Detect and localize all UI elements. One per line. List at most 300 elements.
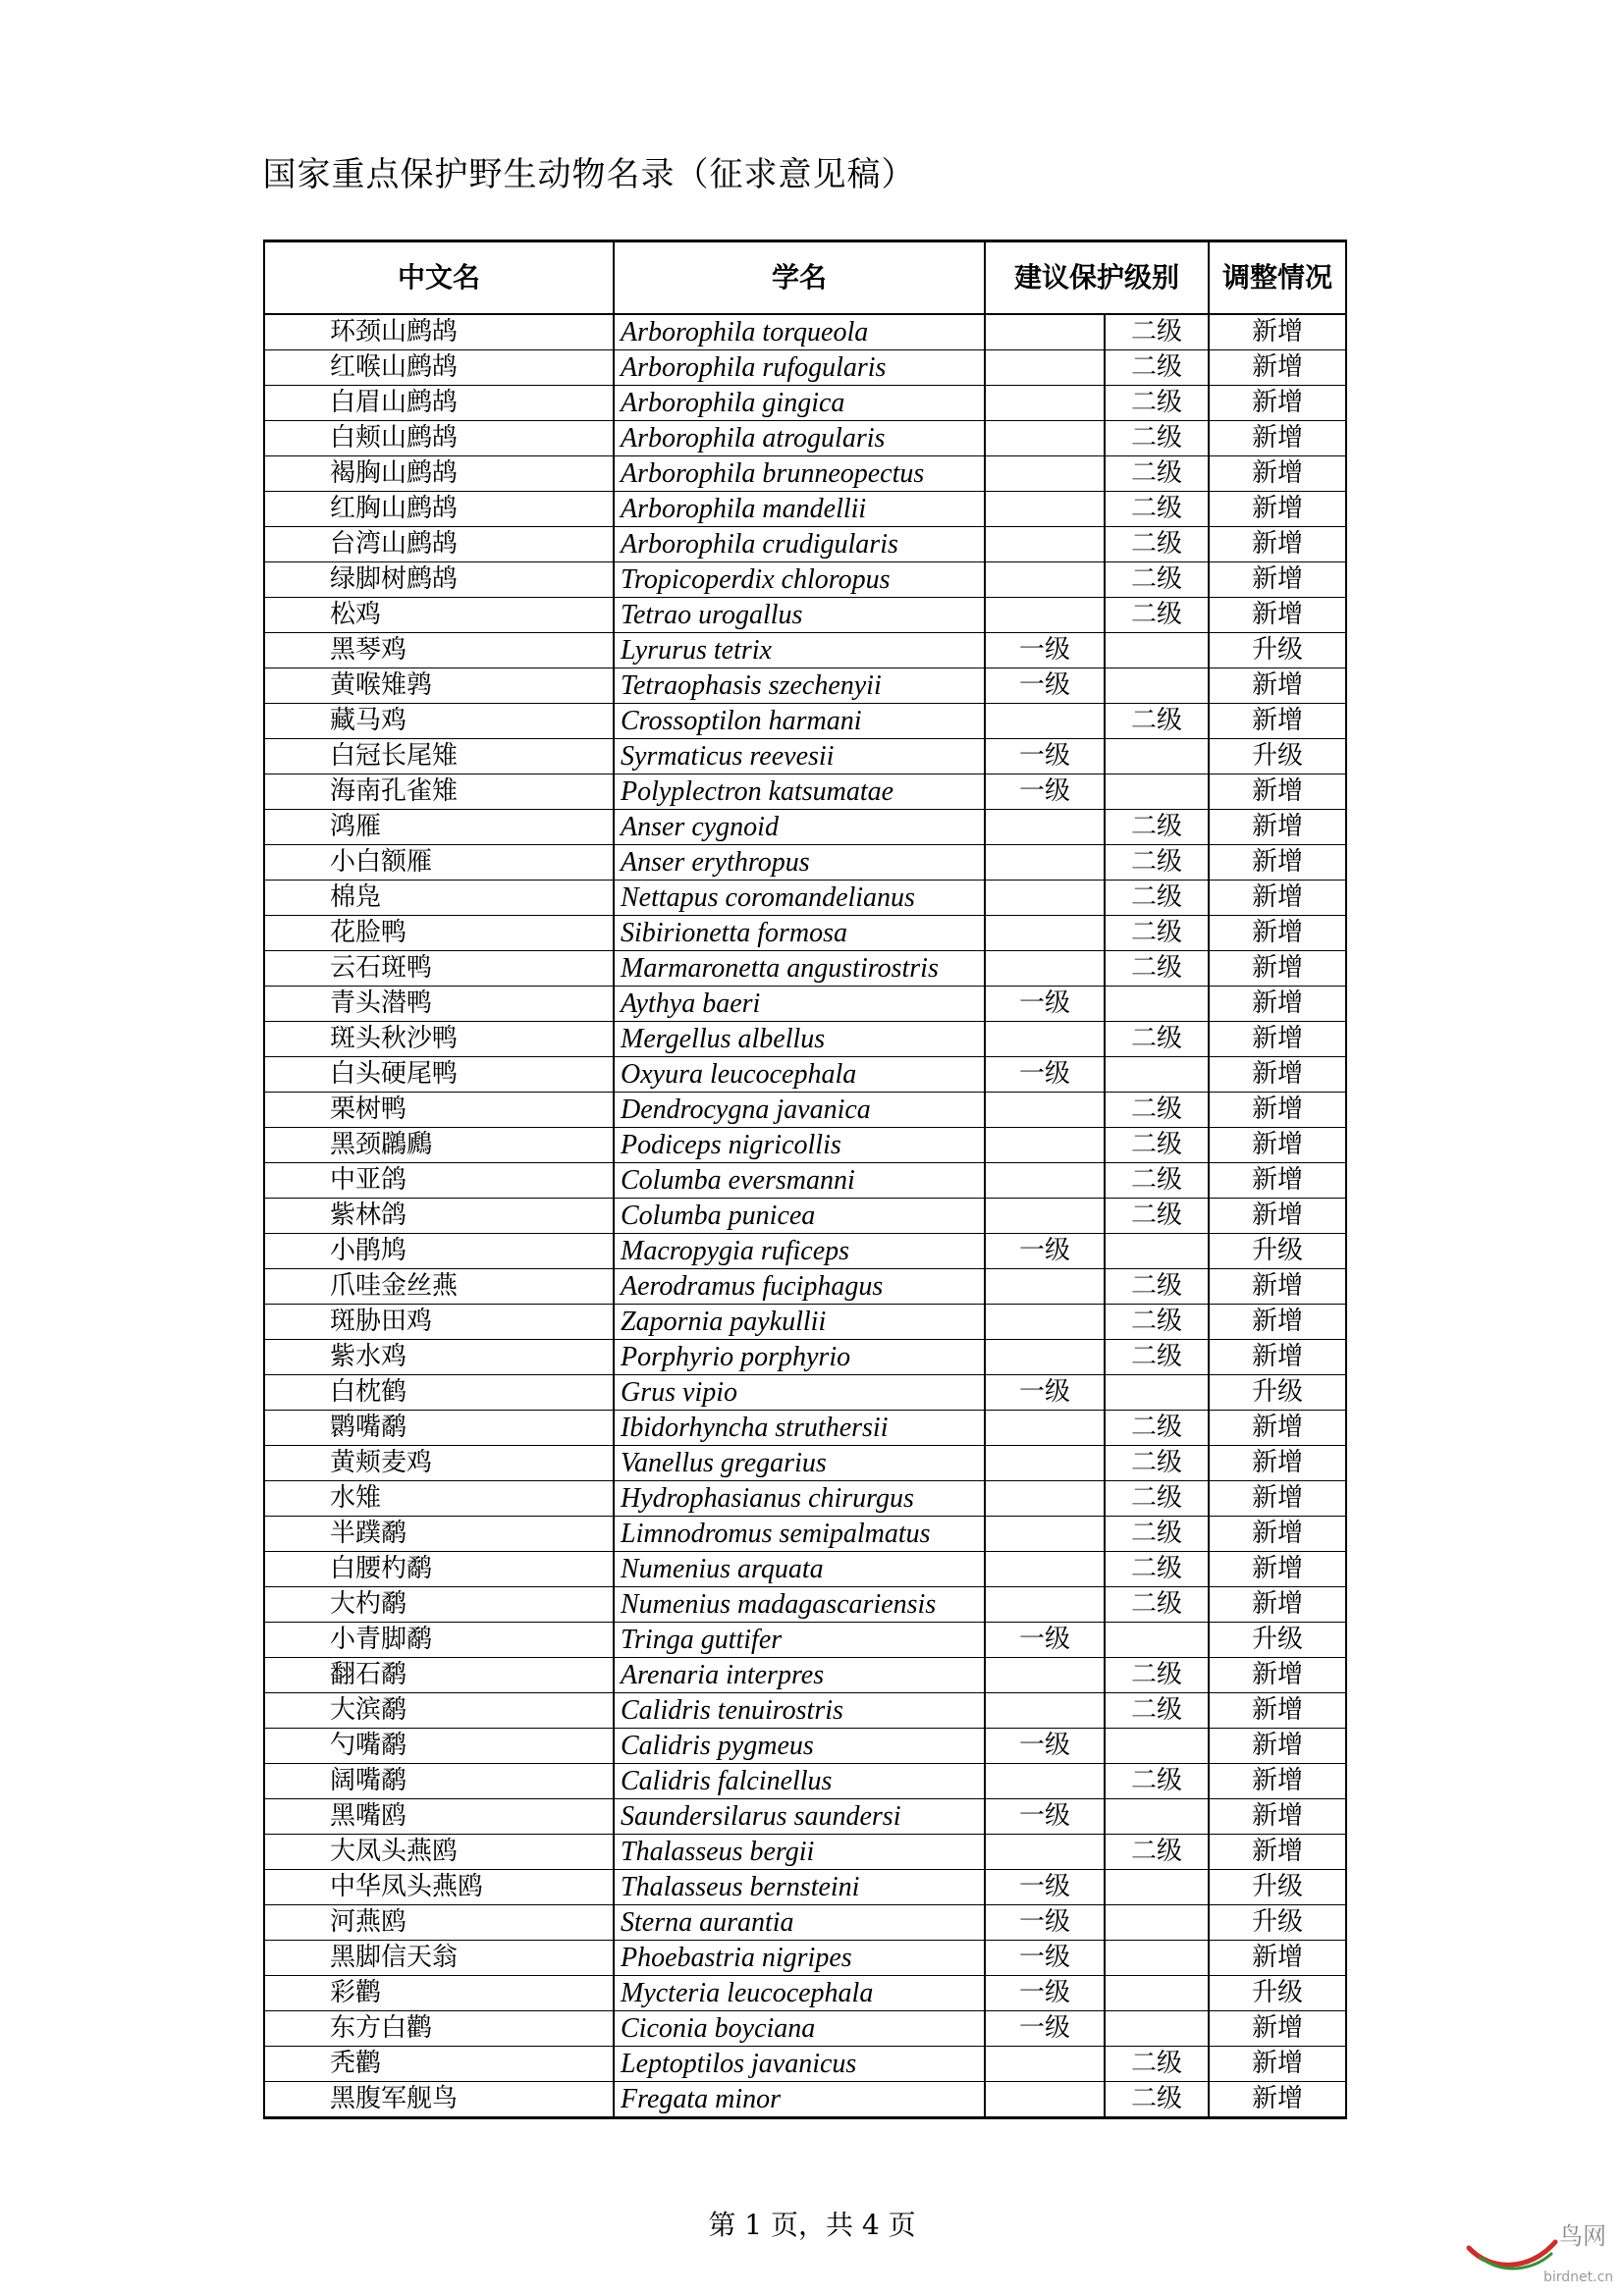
table-row [264, 1411, 1346, 1446]
cell-level-2: 二级 [1105, 1199, 1209, 1234]
cell-cn-name: 黑腹军舰鸟 [264, 2082, 614, 2118]
cell-sci-name: Aerodramus fuciphagus [614, 1269, 985, 1305]
cell-cn-name: 勺嘴鹬 [264, 1729, 614, 1764]
table-row [264, 350, 1346, 386]
cell-sci-name: Numenius arquata [614, 1552, 985, 1587]
species-table [263, 240, 1347, 2119]
cell-adjust: 新增 [1209, 492, 1346, 527]
cell-level-2 [1105, 987, 1209, 1022]
cell-sci-name: Arenaria interpres [614, 1658, 985, 1693]
table-row [264, 1941, 1346, 1976]
cell-level-1 [985, 562, 1105, 598]
cell-adjust: 新增 [1209, 314, 1346, 350]
cell-level-1 [985, 916, 1105, 951]
cell-adjust: 新增 [1209, 1764, 1346, 1799]
cell-adjust: 新增 [1209, 1340, 1346, 1375]
cell-cn-name: 鸿雁 [264, 810, 614, 845]
cell-cn-name: 红喉山鹧鸪 [264, 350, 614, 386]
cell-cn-name: 红胸山鹧鸪 [264, 492, 614, 527]
cell-cn-name: 黄喉雉鹑 [264, 668, 614, 704]
cell-adjust: 新增 [1209, 881, 1346, 916]
table-row [264, 1446, 1346, 1481]
cell-level-2 [1105, 1941, 1209, 1976]
cell-level-1 [985, 1658, 1105, 1693]
cell-cn-name: 水雉 [264, 1481, 614, 1517]
cell-sci-name: Polyplectron katsumatae [614, 774, 985, 810]
cell-sci-name: Calidris pygmeus [614, 1729, 985, 1764]
cell-level-1 [985, 1835, 1105, 1870]
cell-level-1 [985, 421, 1105, 456]
cell-sci-name: Thalasseus bernsteini [614, 1870, 985, 1905]
cell-cn-name: 东方白鹳 [264, 2011, 614, 2047]
cell-level-2: 二级 [1105, 1411, 1209, 1446]
cell-cn-name: 海南孔雀雉 [264, 774, 614, 810]
cell-cn-name: 黑琴鸡 [264, 633, 614, 668]
birdnet-watermark [1461, 2215, 1618, 2293]
cell-cn-name: 白眉山鹧鸪 [264, 386, 614, 421]
table-row [264, 633, 1346, 668]
cell-level-2: 二级 [1105, 916, 1209, 951]
cell-level-2: 二级 [1105, 456, 1209, 492]
cell-level-2: 二级 [1105, 1163, 1209, 1199]
cell-level-2: 二级 [1105, 881, 1209, 916]
cell-level-1 [985, 314, 1105, 350]
header-cn-name: 中文名 [264, 241, 614, 315]
cell-adjust: 新增 [1209, 774, 1346, 810]
cell-adjust: 新增 [1209, 1835, 1346, 1870]
cell-sci-name: Tetrao urogallus [614, 598, 985, 633]
cell-level-2: 二级 [1105, 1481, 1209, 1517]
cell-level-1 [985, 492, 1105, 527]
cell-level-2 [1105, 1234, 1209, 1269]
cell-level-2: 二级 [1105, 1587, 1209, 1623]
cell-adjust: 新增 [1209, 421, 1346, 456]
table-row [264, 1976, 1346, 2011]
cell-sci-name: Tringa guttifer [614, 1623, 985, 1658]
cell-level-1 [985, 1446, 1105, 1481]
cell-level-2: 二级 [1105, 1340, 1209, 1375]
table-row [264, 314, 1346, 350]
cell-adjust: 新增 [1209, 1163, 1346, 1199]
table-row [264, 668, 1346, 704]
cell-level-2: 二级 [1105, 845, 1209, 881]
cell-sci-name: Leptoptilos javanicus [614, 2047, 985, 2082]
cell-adjust: 新增 [1209, 1693, 1346, 1729]
cell-cn-name: 河燕鸥 [264, 1905, 614, 1941]
cell-level-1 [985, 881, 1105, 916]
cell-adjust: 新增 [1209, 845, 1346, 881]
cell-adjust: 新增 [1209, 562, 1346, 598]
cell-level-1 [985, 951, 1105, 987]
cell-adjust: 新增 [1209, 1552, 1346, 1587]
cell-adjust: 升级 [1209, 1976, 1346, 2011]
cell-level-1: 一级 [985, 1799, 1105, 1835]
cell-level-2: 二级 [1105, 1446, 1209, 1481]
cell-adjust: 新增 [1209, 1658, 1346, 1693]
cell-cn-name: 松鸡 [264, 598, 614, 633]
cell-sci-name: Arborophila mandellii [614, 492, 985, 527]
cell-level-1 [985, 1481, 1105, 1517]
table-row [264, 1093, 1346, 1128]
cell-cn-name: 白颊山鹧鸪 [264, 421, 614, 456]
cell-level-2 [1105, 1799, 1209, 1835]
cell-level-2: 二级 [1105, 1764, 1209, 1799]
cell-adjust: 新增 [1209, 1057, 1346, 1093]
table-row [264, 704, 1346, 739]
cell-cn-name: 小白额雁 [264, 845, 614, 881]
cell-sci-name: Calidris tenuirostris [614, 1693, 985, 1729]
cell-sci-name: Ciconia boyciana [614, 2011, 985, 2047]
cell-sci-name: Porphyrio porphyrio [614, 1340, 985, 1375]
cell-sci-name: Crossoptilon harmani [614, 704, 985, 739]
cell-level-2: 二级 [1105, 386, 1209, 421]
cell-level-1 [985, 350, 1105, 386]
cell-adjust: 新增 [1209, 810, 1346, 845]
cell-adjust: 新增 [1209, 1199, 1346, 1234]
cell-cn-name: 小青脚鹬 [264, 1623, 614, 1658]
cell-level-1 [985, 386, 1105, 421]
cell-adjust: 升级 [1209, 1234, 1346, 1269]
cell-adjust: 新增 [1209, 951, 1346, 987]
table-row [264, 527, 1346, 562]
header-sci-name: 学名 [614, 241, 985, 315]
cell-adjust: 新增 [1209, 1799, 1346, 1835]
cell-level-2: 二级 [1105, 492, 1209, 527]
cell-level-1 [985, 1022, 1105, 1057]
cell-cn-name: 大杓鹬 [264, 1587, 614, 1623]
cell-sci-name: Zapornia paykullii [614, 1305, 985, 1340]
table-row [264, 1587, 1346, 1623]
table-row [264, 1835, 1346, 1870]
cell-level-2 [1105, 633, 1209, 668]
cell-sci-name: Arborophila brunneopectus [614, 456, 985, 492]
cell-level-2: 二级 [1105, 704, 1209, 739]
table-row [264, 1552, 1346, 1587]
table-row [264, 1057, 1346, 1093]
cell-sci-name: Columba eversmanni [614, 1163, 985, 1199]
cell-level-1 [985, 1163, 1105, 1199]
cell-cn-name: 紫水鸡 [264, 1340, 614, 1375]
table-row [264, 2011, 1346, 2047]
cell-level-1: 一级 [985, 668, 1105, 704]
table-row [264, 1163, 1346, 1199]
table-row [264, 1199, 1346, 1234]
cell-cn-name: 中华凤头燕鸥 [264, 1870, 614, 1905]
table-row [264, 1799, 1346, 1835]
cell-adjust: 新增 [1209, 668, 1346, 704]
cell-level-2: 二级 [1105, 350, 1209, 386]
cell-sci-name: Saundersilarus saundersi [614, 1799, 985, 1835]
cell-cn-name: 翻石鹬 [264, 1658, 614, 1693]
cell-cn-name: 黑颈鸊鷉 [264, 1128, 614, 1163]
cell-adjust: 新增 [1209, 350, 1346, 386]
cell-cn-name: 黑脚信天翁 [264, 1941, 614, 1976]
cell-adjust: 升级 [1209, 1375, 1346, 1411]
cell-level-1 [985, 2047, 1105, 2082]
header-adjust: 调整情况 [1209, 241, 1346, 315]
cell-level-1: 一级 [985, 1976, 1105, 2011]
cell-level-1 [985, 1128, 1105, 1163]
cell-cn-name: 环颈山鹧鸪 [264, 314, 614, 350]
cell-sci-name: Tetraophasis szechenyii [614, 668, 985, 704]
cell-sci-name: Oxyura leucocephala [614, 1057, 985, 1093]
cell-level-2: 二级 [1105, 314, 1209, 350]
table-row [264, 1517, 1346, 1552]
cell-adjust: 新增 [1209, 1446, 1346, 1481]
watermark-url: birdnet.cn [1543, 2269, 1614, 2285]
cell-level-1: 一级 [985, 739, 1105, 774]
cell-level-1: 一级 [985, 2011, 1105, 2047]
cell-sci-name: Mycteria leucocephala [614, 1976, 985, 2011]
cell-level-2 [1105, 1729, 1209, 1764]
table-row [264, 456, 1346, 492]
document-title: 国家重点保护野生动物名录（征求意见稿） [262, 155, 916, 194]
cell-level-2: 二级 [1105, 1517, 1209, 1552]
cell-cn-name: 白枕鹤 [264, 1375, 614, 1411]
table-row [264, 1764, 1346, 1799]
table-row [264, 1269, 1346, 1305]
cell-sci-name: Vanellus gregarius [614, 1446, 985, 1481]
cell-cn-name: 斑头秋沙鸭 [264, 1022, 614, 1057]
cell-level-2: 二级 [1105, 2082, 1209, 2118]
cell-sci-name: Arborophila torqueola [614, 314, 985, 350]
table-header-row [264, 241, 1346, 315]
table-row [264, 1022, 1346, 1057]
cell-adjust: 新增 [1209, 1269, 1346, 1305]
cell-cn-name: 紫林鸽 [264, 1199, 614, 1234]
cell-level-1 [985, 1340, 1105, 1375]
table-row [264, 1481, 1346, 1517]
cell-sci-name: Numenius madagascariensis [614, 1587, 985, 1623]
cell-adjust: 新增 [1209, 1517, 1346, 1552]
cell-sci-name: Sibirionetta formosa [614, 916, 985, 951]
cell-level-2: 二级 [1105, 562, 1209, 598]
cell-sci-name: Podiceps nigricollis [614, 1128, 985, 1163]
cell-cn-name: 爪哇金丝燕 [264, 1269, 614, 1305]
cell-level-1: 一级 [985, 1905, 1105, 1941]
cell-adjust: 新增 [1209, 1022, 1346, 1057]
cell-level-2: 二级 [1105, 1658, 1209, 1693]
cell-level-1 [985, 1764, 1105, 1799]
cell-cn-name: 青头潜鸭 [264, 987, 614, 1022]
cell-adjust: 新增 [1209, 598, 1346, 633]
cell-level-1 [985, 1305, 1105, 1340]
cell-adjust: 升级 [1209, 1905, 1346, 1941]
cell-adjust: 新增 [1209, 1411, 1346, 1446]
cell-level-2: 二级 [1105, 421, 1209, 456]
cell-level-1: 一级 [985, 633, 1105, 668]
cell-sci-name: Phoebastria nigripes [614, 1941, 985, 1976]
table-row [264, 845, 1346, 881]
cell-sci-name: Tropicoperdix chloropus [614, 562, 985, 598]
cell-adjust: 新增 [1209, 2082, 1346, 2118]
table-row [264, 739, 1346, 774]
cell-level-2 [1105, 739, 1209, 774]
cell-cn-name: 中亚鸽 [264, 1163, 614, 1199]
header-level: 建议保护级别 [985, 241, 1209, 315]
cell-sci-name: Arborophila rufogularis [614, 350, 985, 386]
cell-cn-name: 白冠长尾雉 [264, 739, 614, 774]
cell-adjust: 新增 [1209, 386, 1346, 421]
cell-sci-name: Hydrophasianus chirurgus [614, 1481, 985, 1517]
cell-level-2: 二级 [1105, 1128, 1209, 1163]
cell-level-1 [985, 1552, 1105, 1587]
cell-cn-name: 彩鹳 [264, 1976, 614, 2011]
table-row [264, 1905, 1346, 1941]
cell-level-2: 二级 [1105, 598, 1209, 633]
cell-level-2 [1105, 774, 1209, 810]
table-row [264, 1340, 1346, 1375]
table-row [264, 492, 1346, 527]
cell-cn-name: 白腰杓鹬 [264, 1552, 614, 1587]
table-row [264, 1870, 1346, 1905]
cell-sci-name: Thalasseus bergii [614, 1835, 985, 1870]
cell-cn-name: 褐胸山鹧鸪 [264, 456, 614, 492]
cell-level-1: 一级 [985, 1234, 1105, 1269]
cell-cn-name: 黄颊麦鸡 [264, 1446, 614, 1481]
cell-sci-name: Syrmaticus reevesii [614, 739, 985, 774]
table-row [264, 987, 1346, 1022]
cell-adjust: 新增 [1209, 1305, 1346, 1340]
cell-level-2 [1105, 2011, 1209, 2047]
cell-sci-name: Anser cygnoid [614, 810, 985, 845]
table-row [264, 881, 1346, 916]
cell-level-2: 二级 [1105, 527, 1209, 562]
cell-level-2: 二级 [1105, 1093, 1209, 1128]
cell-adjust: 新增 [1209, 1481, 1346, 1517]
table-row [264, 1305, 1346, 1340]
cell-adjust: 新增 [1209, 1729, 1346, 1764]
cell-level-1 [985, 1199, 1105, 1234]
cell-cn-name: 棉凫 [264, 881, 614, 916]
cell-sci-name: Arborophila atrogularis [614, 421, 985, 456]
cell-level-1 [985, 845, 1105, 881]
cell-level-1 [985, 456, 1105, 492]
cell-sci-name: Columba punicea [614, 1199, 985, 1234]
table-row [264, 1375, 1346, 1411]
cell-cn-name: 秃鹳 [264, 2047, 614, 2082]
page-footer: 第 1 页，共 4 页 [708, 2209, 916, 2241]
table-row [264, 386, 1346, 421]
cell-sci-name: Fregata minor [614, 2082, 985, 2118]
cell-level-2 [1105, 1375, 1209, 1411]
cell-level-2: 二级 [1105, 1305, 1209, 1340]
table-body [264, 314, 1346, 2118]
cell-sci-name: Nettapus coromandelianus [614, 881, 985, 916]
cell-cn-name: 台湾山鹧鸪 [264, 527, 614, 562]
cell-cn-name: 绿脚树鹧鸪 [264, 562, 614, 598]
species-table-container [263, 240, 1347, 2119]
cell-sci-name: Marmaronetta angustirostris [614, 951, 985, 987]
cell-level-2 [1105, 1623, 1209, 1658]
cell-level-1 [985, 1693, 1105, 1729]
cell-cn-name: 大凤头燕鸥 [264, 1835, 614, 1870]
cell-level-2: 二级 [1105, 1835, 1209, 1870]
table-row [264, 810, 1346, 845]
cell-level-1 [985, 1269, 1105, 1305]
cell-level-1 [985, 1587, 1105, 1623]
cell-level-1: 一级 [985, 774, 1105, 810]
cell-level-2: 二级 [1105, 1552, 1209, 1587]
cell-cn-name: 藏马鸡 [264, 704, 614, 739]
cell-adjust: 新增 [1209, 916, 1346, 951]
cell-level-1: 一级 [985, 1729, 1105, 1764]
table-row [264, 774, 1346, 810]
cell-cn-name: 斑胁田鸡 [264, 1305, 614, 1340]
cell-level-2: 二级 [1105, 1022, 1209, 1057]
cell-cn-name: 阔嘴鹬 [264, 1764, 614, 1799]
table-row [264, 598, 1346, 633]
cell-level-2 [1105, 1057, 1209, 1093]
cell-sci-name: Arborophila gingica [614, 386, 985, 421]
cell-sci-name: Sterna aurantia [614, 1905, 985, 1941]
cell-adjust: 升级 [1209, 633, 1346, 668]
cell-level-1 [985, 1093, 1105, 1128]
table-row [264, 1693, 1346, 1729]
cell-adjust: 升级 [1209, 739, 1346, 774]
table-row [264, 1234, 1346, 1269]
cell-cn-name: 云石斑鸭 [264, 951, 614, 987]
cell-level-1: 一级 [985, 1870, 1105, 1905]
cell-cn-name: 半蹼鹬 [264, 1517, 614, 1552]
cell-level-1: 一级 [985, 1057, 1105, 1093]
table-row [264, 916, 1346, 951]
table-row [264, 1729, 1346, 1764]
cell-adjust: 新增 [1209, 527, 1346, 562]
cell-adjust: 新增 [1209, 704, 1346, 739]
cell-adjust: 新增 [1209, 1587, 1346, 1623]
cell-level-2 [1105, 1905, 1209, 1941]
cell-level-1 [985, 810, 1105, 845]
cell-sci-name: Limnodromus semipalmatus [614, 1517, 985, 1552]
cell-adjust: 升级 [1209, 1623, 1346, 1658]
cell-level-1: 一级 [985, 1941, 1105, 1976]
table-row [264, 562, 1346, 598]
cell-sci-name: Aythya baeri [614, 987, 985, 1022]
cell-level-1: 一级 [985, 987, 1105, 1022]
cell-level-2 [1105, 1976, 1209, 2011]
cell-level-1 [985, 704, 1105, 739]
table-row [264, 421, 1346, 456]
cell-cn-name: 栗树鸭 [264, 1093, 614, 1128]
cell-sci-name: Arborophila crudigularis [614, 527, 985, 562]
cell-sci-name: Anser erythropus [614, 845, 985, 881]
cell-level-2: 二级 [1105, 810, 1209, 845]
cell-adjust: 新增 [1209, 1941, 1346, 1976]
watermark-brand: 鸟网 [1559, 2222, 1606, 2250]
table-row [264, 2082, 1346, 2118]
cell-sci-name: Macropygia ruficeps [614, 1234, 985, 1269]
cell-level-1: 一级 [985, 1375, 1105, 1411]
cell-cn-name: 黑嘴鸥 [264, 1799, 614, 1835]
cell-level-1 [985, 2082, 1105, 2118]
cell-sci-name: Lyrurus tetrix [614, 633, 985, 668]
cell-cn-name: 大滨鹬 [264, 1693, 614, 1729]
cell-level-2: 二级 [1105, 951, 1209, 987]
cell-cn-name: 小鹃鸠 [264, 1234, 614, 1269]
cell-adjust: 新增 [1209, 1128, 1346, 1163]
cell-sci-name: Grus vipio [614, 1375, 985, 1411]
cell-sci-name: Mergellus albellus [614, 1022, 985, 1057]
cell-level-1: 一级 [985, 1623, 1105, 1658]
cell-sci-name: Dendrocygna javanica [614, 1093, 985, 1128]
table-row [264, 951, 1346, 987]
cell-level-1 [985, 527, 1105, 562]
cell-level-2: 二级 [1105, 2047, 1209, 2082]
cell-adjust: 新增 [1209, 987, 1346, 1022]
cell-sci-name: Ibidorhyncha struthersii [614, 1411, 985, 1446]
cell-cn-name: 白头硬尾鸭 [264, 1057, 614, 1093]
